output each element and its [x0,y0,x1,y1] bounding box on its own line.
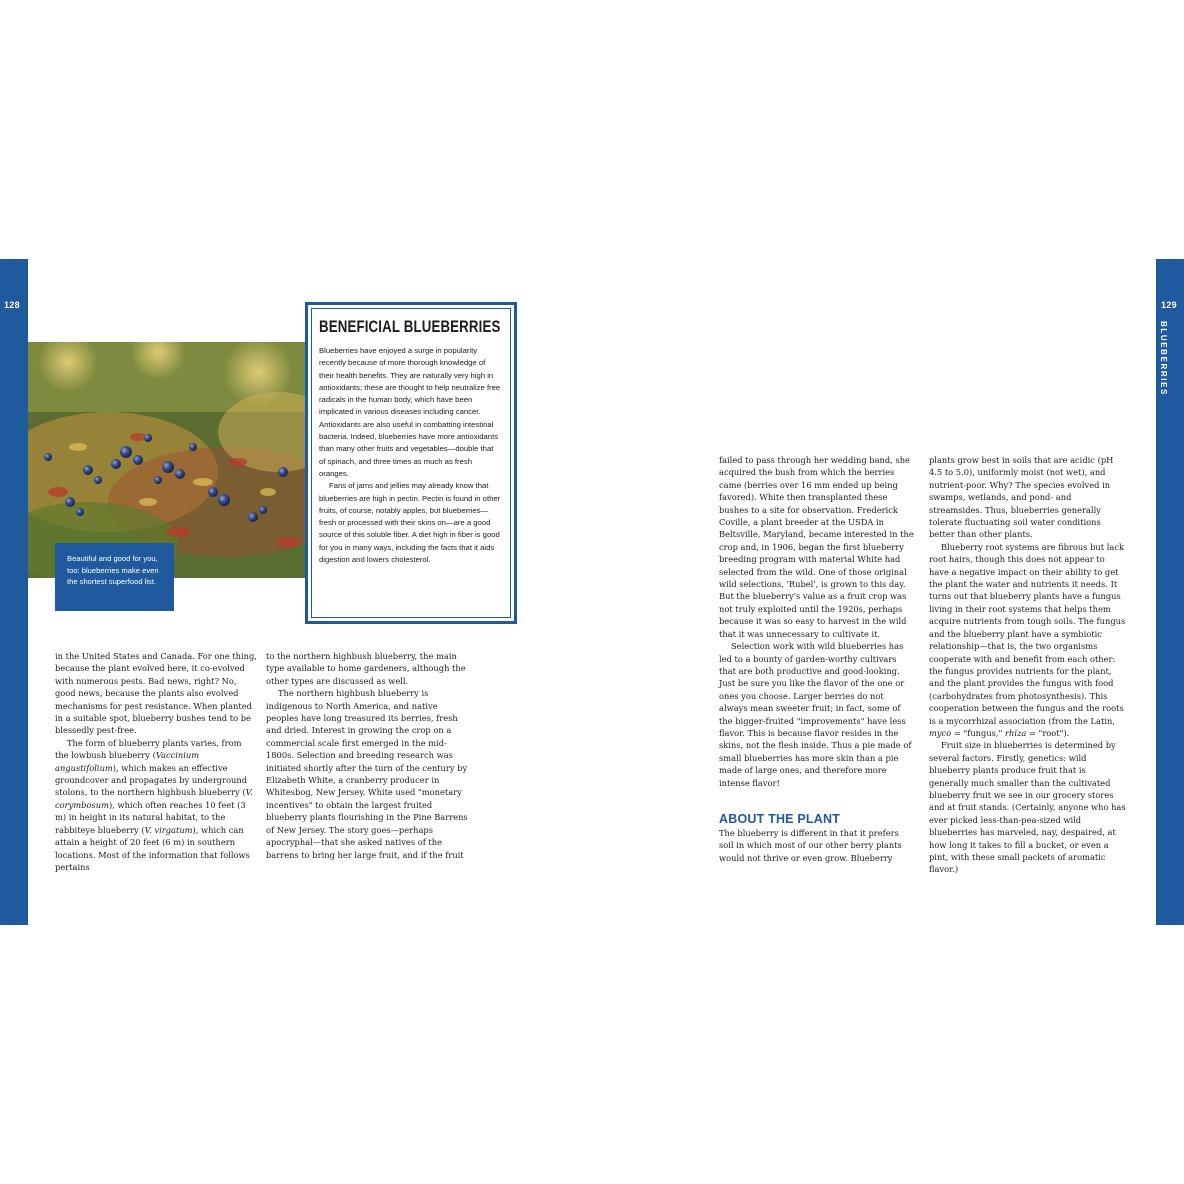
body-paragraph: The northern highbush blueberry is indigenous to North America, and native peoples have long treasured its berries, fresh and dried. Interest in growing the crop on a commercial scale first emerged in the mid-1800s. Selection and breeding research was initiated shortly after the turn of the century by Elizabeth White, a cranberry producer in Whitesbog, New Jersey. White used "monetary incentives" to obtain the largest fruited blueberry plants flourishing in the Pine Barrens of New Jersey. The story goes—perhaps apocryphal—that she asked natives of the barrens to bring her large fruit, and if the fruit [266,688,468,860]
book-spread [0,259,1184,925]
sidebar-box [305,302,517,624]
body-paragraph: Fruit size in blueberries is determined by several factors. Firstly, genetics: wild blueberry plants produce fruit that is generally much smaller than the cultivated blueberry fruit we see in our grocery stores and at fruit stands. (Certainly, anyone who has ever picked less-than-pea-sized wild blueberries has marveled, nay, despaired, at how long it takes to fill a bucket, or even a pint, with these small packets of aromatic flavor.) [929,740,1126,875]
section-spacer [719,789,914,812]
running-head: BLUEBERRIES [1159,321,1168,396]
sidebar-body [319,345,501,566]
photo-caption [55,543,174,611]
body-paragraph: to the northern highbush blueberry, the main type available to home gardeners, although the other types are discussed as well. [266,651,466,686]
sidebar-paragraph: Blueberries have enjoyed a surge in popularity recently because of more thorough knowledge of their health benefits. They are naturally very high in antioxidants; these are thought to help neutralize free radicals in the human body, which have been implicated in various diseases including cancer. Antioxidants are also useful in combatting intestinal bacteria. Indeed, blueberries have more antioxidants than many other fruits and vegetables—double that of spinach, and three times as much as fresh oranges. [319,346,501,478]
body-paragraph: in the United States and Canada. For one thing, because the plant evolved here, it co-evolved with numerous pests. Bad news, right? No, good news, because the plants also evolved mechanisms for pest resistance. When planted in a suitable spot, blueberry bushes tend to be blessedly pest-free. [55,651,257,736]
text-column-1 [55,650,257,873]
page-number-left: 128 [4,300,20,310]
text-column-3 [719,454,914,864]
body-paragraph: The form of blueberry plants varies, from the lowbush blueberry (Vaccinium angustifolium), which makes an effective groundcover and propagates by underground stolons, to the northern highbush blueberry (V. corymbosum), which often reaches 10 feet (3 m) in height in its natural habitat, to the rabbiteye blueberry (V. virgatum), which can attain a height of 20 feet (6 m) in southern locations. Most of the information that follows pertains [55,737,253,872]
sidebar-title: BENEFICIAL BLUEBERRIES [319,317,501,336]
text-column-2 [266,650,468,861]
body-paragraph: Selection work with wild blueberries has led to a bounty of garden-worthy cultivars that are both productive and good-looking. Just be sure you like the flavor of the one or ones you choose. Larger berries do not always mean sweeter fruit; in fact, some of the bigger-fruited "improvements" have less flavor. This is because flavor resides in the skins, not the flesh inside. Thus a pie made of small blueberries has more skin than a pie made of large ones, and therefore more intense flavor! [719,641,912,788]
body-paragraph: failed to pass through her wedding band, she acquired the bush from which the berries came (berries over 16 mm ended up being favored). White then transplanted these bushes to a site for observation. Frederick Coville, a plant breeder at the USDA in Beltsville, Maryland, became interested in the crop and, in 1906, began the first blueberry breeding program with material White had selected from the wild. One of those original wild selections, 'Rubel', is grown to this day. But the blueberry's value as a fruit crop was not truly exploited until the 1920s, perhaps because it was so easy to harvest in the wild that it was unnecessary to cultivate it. [719,455,914,639]
left-edge-bar [0,259,28,925]
caption-text: Beautiful and good for you, too: blueberries make even the shortest superfood list. [67,554,159,586]
text-column-4 [929,454,1126,876]
body-paragraph: Blueberry root systems are fibrous but lack root hairs, though this does not appear to have a negative impact on their ability to get the plant the water and nutrients it needs. It turns out that blueberry plants have a fungus living in their root systems that helps them acquire nutrients from tough soils. The fungus and the blueberry plant have a symbiotic relationship—that is, the two organisms cooperate with and benefit from each other: the fungus provides nutrients for the plant, and the plant provides the fungus with food (carbohydrates from photosynthesis). This cooperation between the fungus and the roots is a mycorrhizal association (from the Latin, myco = "fungus," rhiza = "root"). [929,541,1126,738]
body-paragraph: plants grow best in soils that are acidic (pH 4.5 to 5.0), uniformly moist (not wet), and nutrient-poor. Why? The species evolved in swamps, wetlands, and pond- and streamsides. Thus, blueberries generally tolerate fluctuating soil water conditions better than other plants. [929,455,1114,540]
section-heading: ABOUT THE PLANT [719,811,841,826]
body-paragraph: The blueberry is different in that it prefers soil in which most of our other berry plants would not thrive or even grow. Blueberry [719,827,902,863]
page-number-right: 129 [1161,300,1177,310]
sidebar-paragraph: Fans of jams and jellies may already know that blueberries are high in pectin. Pectin is found in other fruits, of course, notably apples, but blueberries—fresh or processed with their skins on—are a good source of this soluble fiber. A diet high in fiber is good for you in many ways, including the facts that it aids digestion and lowers cholesterol. [319,481,501,565]
